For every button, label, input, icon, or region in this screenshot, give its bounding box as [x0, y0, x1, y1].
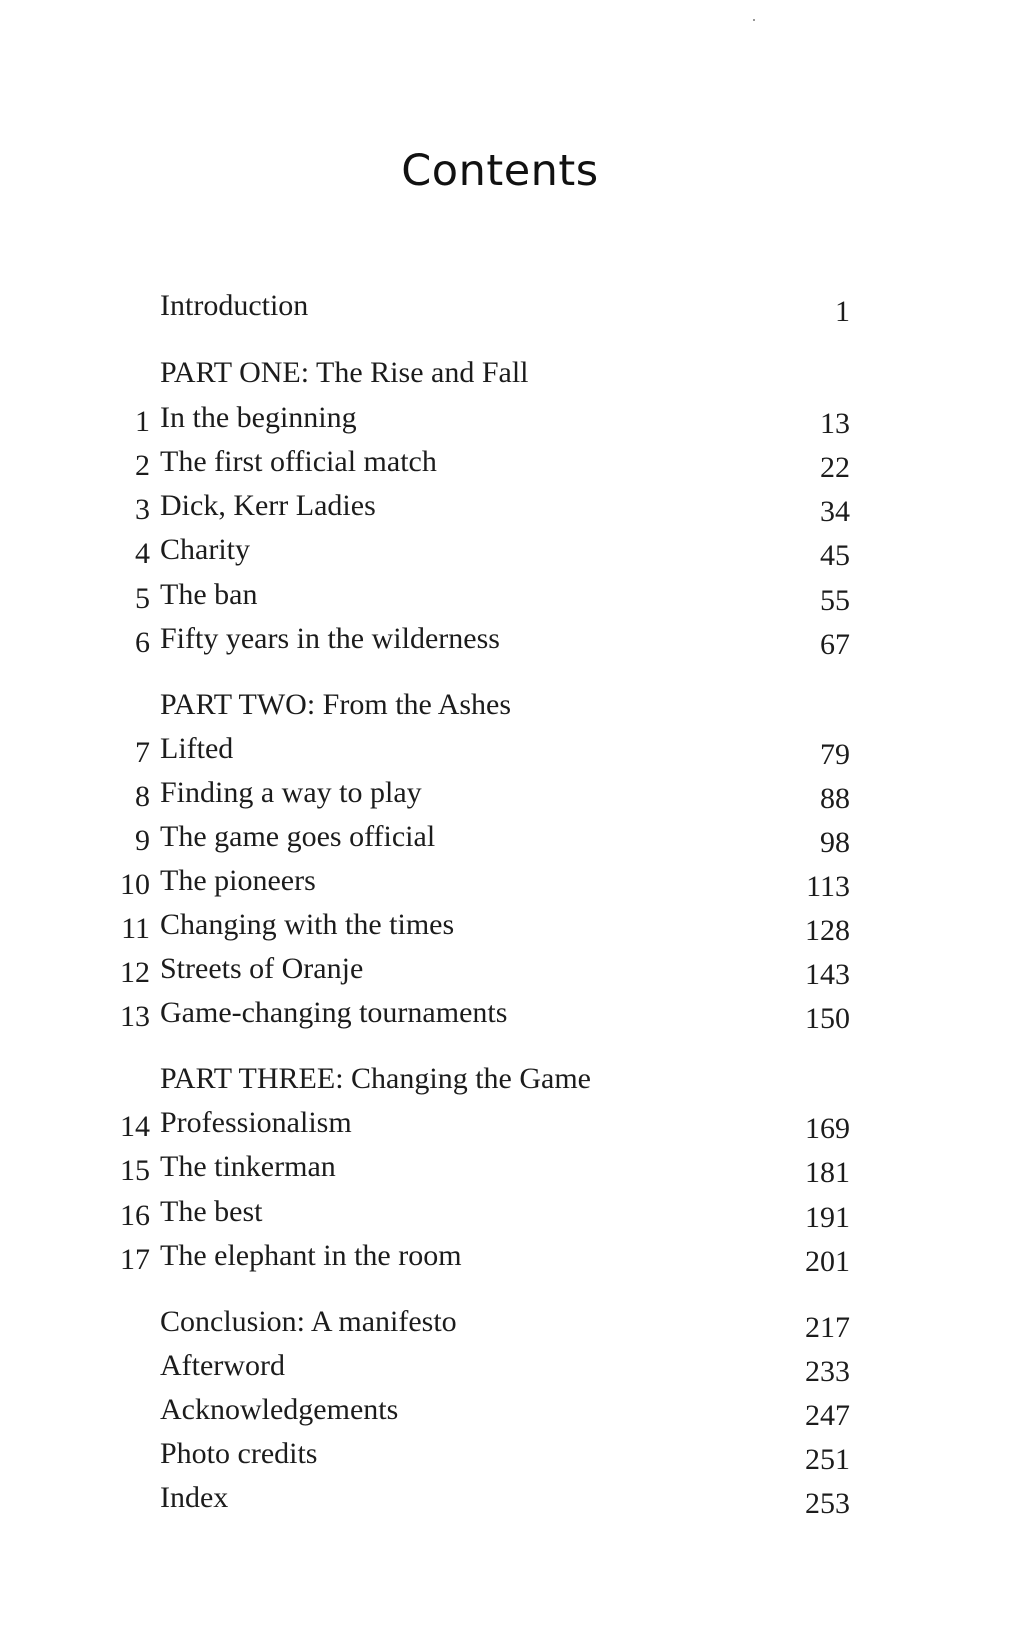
- chapter-number: 8: [135, 780, 150, 813]
- page-number: 13: [820, 407, 850, 440]
- entry-title: Index: [160, 1481, 229, 1514]
- page-number: 79: [820, 738, 850, 771]
- toc-entry-chapter-16[interactable]: [0, 1192, 1035, 1232]
- toc-entry-chapter-2[interactable]: [0, 442, 1035, 482]
- chapter-title: The first official match: [160, 445, 437, 478]
- chapter-number: 13: [120, 1000, 150, 1033]
- chapter-title: The pioneers: [160, 864, 316, 897]
- chapter-number: 17: [120, 1243, 150, 1276]
- toc-entry-afterword[interactable]: [0, 1346, 1035, 1386]
- entry-title: Photo credits: [160, 1437, 318, 1470]
- toc-entry-chapter-7[interactable]: [0, 729, 1035, 769]
- chapter-title: Changing with the times: [160, 908, 455, 941]
- entry-title: Conclusion: A manifesto: [160, 1305, 457, 1338]
- part-label: PART ONE: The Rise and Fall: [160, 356, 529, 389]
- chapter-number: 4: [135, 537, 150, 570]
- page-number: 150: [805, 1002, 850, 1035]
- chapter-title: The game goes official: [160, 820, 436, 853]
- chapter-number: 5: [135, 582, 150, 615]
- toc-entry-acknowledgements[interactable]: [0, 1390, 1035, 1430]
- toc-entry-chapter-12[interactable]: [0, 949, 1035, 989]
- toc-entry-chapter-9[interactable]: [0, 817, 1035, 857]
- toc-entry-chapter-1[interactable]: [0, 398, 1035, 438]
- chapter-title: Fifty years in the wilderness: [160, 622, 500, 655]
- chapter-title: Finding a way to play: [160, 776, 422, 809]
- page-number: 98: [820, 826, 850, 859]
- chapter-number: 15: [120, 1154, 150, 1187]
- toc-entry-chapter-11[interactable]: [0, 905, 1035, 945]
- chapter-number: 11: [121, 912, 150, 945]
- part-label: PART THREE: Changing the Game: [160, 1062, 591, 1095]
- page-number: 181: [805, 1156, 850, 1189]
- toc-entry-chapter-15[interactable]: [0, 1147, 1035, 1187]
- chapter-number: 12: [120, 956, 150, 989]
- chapter-title: The tinkerman: [160, 1150, 336, 1183]
- toc-entry-chapter-5[interactable]: [0, 575, 1035, 615]
- page-number: 169: [805, 1112, 850, 1145]
- chapter-title: Game-changing tournaments: [160, 996, 508, 1029]
- chapter-title: Professionalism: [160, 1106, 352, 1139]
- page-number: 143: [805, 958, 850, 991]
- part-label: PART TWO: From the Ashes: [160, 688, 512, 721]
- page-number: 253: [805, 1487, 850, 1520]
- chapter-title: The ban: [160, 578, 258, 611]
- page-number: 22: [820, 451, 850, 484]
- page-number: 217: [805, 1311, 850, 1344]
- entry-title: Afterword: [160, 1349, 285, 1382]
- toc-entry-chapter-14[interactable]: [0, 1103, 1035, 1143]
- chapter-number: 6: [135, 626, 150, 659]
- page-number: 128: [805, 914, 850, 947]
- page-number: 45: [820, 539, 850, 572]
- toc-entry-chapter-10[interactable]: [0, 861, 1035, 901]
- page-number: 34: [820, 495, 850, 528]
- part-heading-two: [0, 685, 1035, 725]
- chapter-title: The elephant in the room: [160, 1239, 462, 1272]
- chapter-number: 3: [135, 493, 150, 526]
- page-number: 1: [835, 295, 850, 328]
- toc-entry-chapter-17[interactable]: [0, 1236, 1035, 1276]
- entry-title: Introduction: [160, 289, 309, 322]
- page-number: 191: [805, 1201, 850, 1234]
- chapter-number: 7: [135, 736, 150, 769]
- chapter-title: In the beginning: [160, 401, 357, 434]
- toc-entry-chapter-13[interactable]: [0, 993, 1035, 1033]
- part-heading-three: [0, 1059, 1035, 1099]
- page-number: 88: [820, 782, 850, 815]
- chapter-title: Streets of Oranje: [160, 952, 364, 985]
- chapter-number: 10: [120, 868, 150, 901]
- toc-entry-conclusion[interactable]: [0, 1302, 1035, 1342]
- chapter-number: 9: [135, 824, 150, 857]
- chapter-title: The best: [160, 1195, 263, 1228]
- toc-entry-chapter-4[interactable]: [0, 530, 1035, 570]
- toc-entry-chapter-3[interactable]: [0, 486, 1035, 526]
- page-number: 251: [805, 1443, 850, 1476]
- page-number: 67: [820, 628, 850, 661]
- part-heading-one: [0, 353, 1035, 393]
- chapter-number: 1: [135, 405, 150, 438]
- chapter-title: Lifted: [160, 732, 234, 765]
- toc-entry-chapter-8[interactable]: [0, 773, 1035, 813]
- page-number: 55: [820, 584, 850, 617]
- toc-entry-chapter-6[interactable]: [0, 619, 1035, 659]
- page-number: 247: [805, 1399, 850, 1432]
- chapter-title: Charity: [160, 533, 250, 566]
- chapter-title: Dick, Kerr Ladies: [160, 489, 376, 522]
- chapter-number: 14: [120, 1110, 150, 1143]
- entry-title: Acknowledgements: [160, 1393, 399, 1426]
- page-number: 201: [805, 1245, 850, 1278]
- toc-entry-introduction[interactable]: [0, 286, 1035, 326]
- page-title: Contents: [401, 146, 599, 196]
- toc-entry-index[interactable]: [0, 1478, 1035, 1518]
- toc-entry-photo-credits[interactable]: [0, 1434, 1035, 1474]
- page-number: 113: [806, 870, 850, 903]
- chapter-number: 2: [135, 449, 150, 482]
- page-number: 233: [805, 1355, 850, 1388]
- chapter-number: 16: [120, 1199, 150, 1232]
